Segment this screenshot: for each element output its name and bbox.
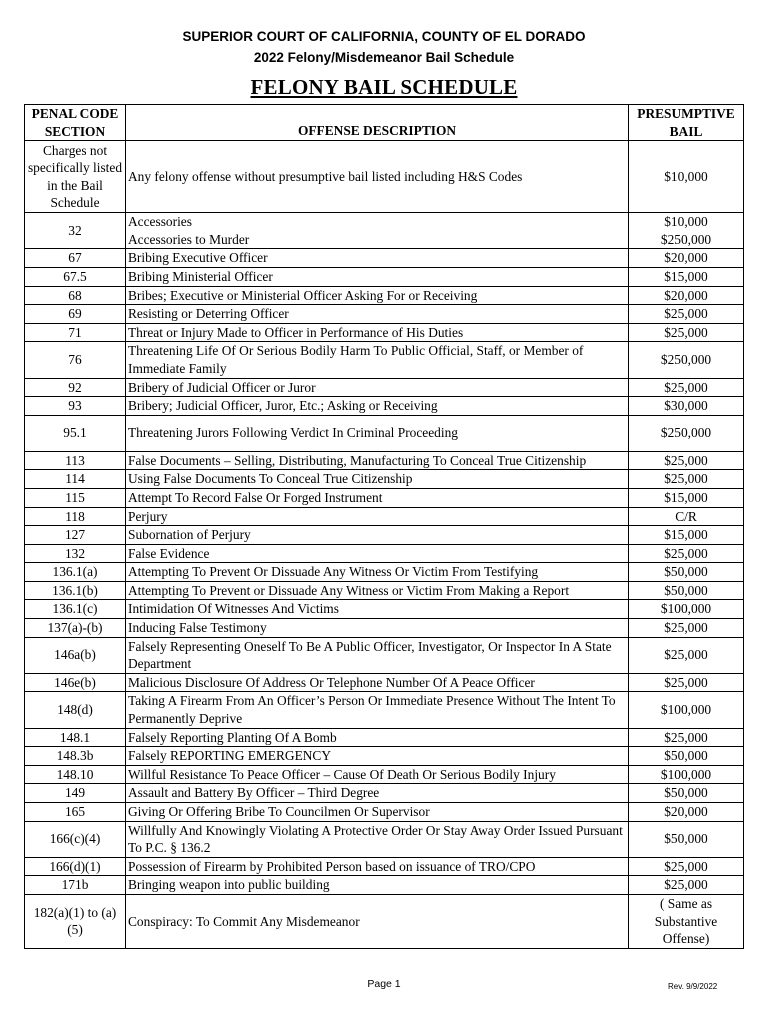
offense-description-cell: Bribery; Judicial Officer, Juror, Etc.; Asking or Receiving <box>126 397 629 416</box>
offense-description-cell: Bribing Executive Officer <box>126 249 629 268</box>
table-row <box>25 507 744 526</box>
offense-description-cell: Assault and Battery By Officer – Third Degree <box>126 784 629 803</box>
penal-code-cell: 136.1(c) <box>25 600 126 619</box>
presumptive-bail-cell: $250,000 <box>629 342 744 378</box>
presumptive-bail-cell: $20,000 <box>629 286 744 305</box>
offense-description-cell <box>126 213 629 249</box>
table-row <box>25 305 744 324</box>
presumptive-bail-cell: $25,000 <box>629 451 744 470</box>
penal-code-cell: 148(d) <box>25 692 126 728</box>
table-row <box>25 637 744 673</box>
presumptive-bail-cell: $25,000 <box>629 673 744 692</box>
penal-code-cell: 148.3b <box>25 747 126 766</box>
offense-description-cell: False Evidence <box>126 544 629 563</box>
penal-code-cell: 182(a)(1) to (a)(5) <box>25 894 126 948</box>
penal-code-cell: 166(d)(1) <box>25 857 126 876</box>
offense-description-cell: Bribes; Executive or Ministerial Officer Asking For or Receiving <box>126 286 629 305</box>
table-row <box>25 894 744 948</box>
presumptive-bail-cell: $20,000 <box>629 803 744 822</box>
court-name: SUPERIOR COURT OF CALIFORNIA, COUNTY OF EL DORADO <box>182 29 586 44</box>
table-row <box>25 397 744 416</box>
table-row <box>25 765 744 784</box>
presumptive-bail-cell: $25,000 <box>629 378 744 397</box>
table-row <box>25 249 744 268</box>
offense-description-cell: Intimidation Of Witnesses And Victims <box>126 600 629 619</box>
penal-code-cell: 114 <box>25 470 126 489</box>
penal-code-cell: 32 <box>25 213 126 249</box>
table-row <box>25 600 744 619</box>
presumptive-bail-cell: $50,000 <box>629 581 744 600</box>
presumptive-bail-cell: $100,000 <box>629 692 744 728</box>
presumptive-bail-cell: $15,000 <box>629 526 744 545</box>
penal-code-cell: 67.5 <box>25 267 126 286</box>
penal-code-cell: 92 <box>25 378 126 397</box>
penal-code-cell: 95.1 <box>25 415 126 451</box>
penal-code-cell: 136.1(a) <box>25 563 126 582</box>
presumptive-bail-cell: $25,000 <box>629 544 744 563</box>
offense-description-cell: Perjury <box>126 507 629 526</box>
table-row <box>25 267 744 286</box>
offense-description-cell: Using False Documents To Conceal True Citizenship <box>126 470 629 489</box>
schedule-name: 2022 Felony/Misdemeanor Bail Schedule <box>253 50 515 65</box>
penal-code-cell: 146a(b) <box>25 637 126 673</box>
presumptive-bail-cell: $30,000 <box>629 397 744 416</box>
header-penal-code: PENAL CODE SECTION <box>25 105 126 141</box>
presumptive-bail-cell: $100,000 <box>629 600 744 619</box>
offense-description-cell: Malicious Disclosure Of Address Or Telephone Number Of A Peace Officer <box>126 673 629 692</box>
table-row <box>25 451 744 470</box>
penal-code-cell: 137(a)-(b) <box>25 619 126 638</box>
table-row <box>25 857 744 876</box>
table-row <box>25 784 744 803</box>
page-number: Page 1 <box>367 978 401 990</box>
presumptive-bail-cell: $50,000 <box>629 563 744 582</box>
table-row <box>25 470 744 489</box>
penal-code-cell: 127 <box>25 526 126 545</box>
presumptive-bail-cell: $25,000 <box>629 637 744 673</box>
offense-description-line: Accessories to Murder <box>128 231 250 247</box>
page-title: FELONY BAIL SCHEDULE <box>250 75 518 99</box>
presumptive-bail-cell: ( Same as Substantive Offense) <box>629 894 744 948</box>
table-row <box>25 692 744 728</box>
penal-code-cell: 166(c)(4) <box>25 821 126 857</box>
offense-description-cell: Threatening Jurors Following Verdict In Criminal Proceeding <box>126 415 629 451</box>
offense-description-cell: Bribery of Judicial Officer or Juror <box>126 378 629 397</box>
offense-description-cell: Bringing weapon into public building <box>126 876 629 895</box>
table-row <box>25 876 744 895</box>
penal-code-cell: 71 <box>25 323 126 342</box>
offense-description-cell: Falsely Reporting Planting Of A Bomb <box>126 728 629 747</box>
presumptive-bail-cell: $10,000 <box>629 141 744 213</box>
presumptive-bail-cell: $25,000 <box>629 857 744 876</box>
penal-code-cell: 148.1 <box>25 728 126 747</box>
presumptive-bail-cell: $25,000 <box>629 470 744 489</box>
table-row <box>25 619 744 638</box>
penal-code-cell: 67 <box>25 249 126 268</box>
offense-description-cell: Any felony offense without presumptive bail listed including H&S Codes <box>126 141 629 213</box>
table-body <box>25 141 744 949</box>
presumptive-bail-cell: $20,000 <box>629 249 744 268</box>
penal-code-cell: 115 <box>25 488 126 507</box>
offense-description-cell: Threat or Injury Made to Officer in Performance of His Duties <box>126 323 629 342</box>
table-row <box>25 526 744 545</box>
offense-description-cell: False Documents – Selling, Distributing, Manufacturing To Conceal True Citizenship <box>126 451 629 470</box>
penal-code-cell: 148.10 <box>25 765 126 784</box>
presumptive-bail-cell: $100,000 <box>629 765 744 784</box>
offense-description-cell: Willfully And Knowingly Violating A Protective Order Or Stay Away Order Issued Pursuant To P.C. § 136.2 <box>126 821 629 857</box>
offense-description-cell: Taking A Firearm From An Officer’s Person Or Immediate Presence Without The Intent To Permanently Deprive <box>126 692 629 728</box>
penal-code-cell: 165 <box>25 803 126 822</box>
presumptive-bail-cell <box>629 213 744 249</box>
offense-description-cell: Conspiracy: To Commit Any Misdemeanor <box>126 894 629 948</box>
bail-amount-line: $250,000 <box>660 231 712 247</box>
offense-description-cell: Possession of Firearm by Prohibited Person based on issuance of TRO/CPO <box>126 857 629 876</box>
presumptive-bail-cell: $15,000 <box>629 488 744 507</box>
offense-description-cell: Giving Or Offering Bribe To Councilmen Or Supervisor <box>126 803 629 822</box>
table-row <box>25 821 744 857</box>
table-row <box>25 415 744 451</box>
table-row <box>25 141 744 213</box>
table-row <box>25 563 744 582</box>
presumptive-bail-cell: $250,000 <box>629 415 744 451</box>
table-row <box>25 286 744 305</box>
presumptive-bail-cell: $50,000 <box>629 784 744 803</box>
offense-description-cell: Attempt To Record False Or Forged Instrument <box>126 488 629 507</box>
offense-description-line: Accessories <box>128 214 192 230</box>
offense-description-cell: Subornation of Perjury <box>126 526 629 545</box>
presumptive-bail-cell: $25,000 <box>629 876 744 895</box>
offense-description-cell: Attempting To Prevent Or Dissuade Any Witness Or Victim From Testifying <box>126 563 629 582</box>
table-row <box>25 544 744 563</box>
revision-date: Rev. 9/9/2022 <box>668 982 718 991</box>
table-row <box>25 378 744 397</box>
table-row <box>25 747 744 766</box>
table-row <box>25 673 744 692</box>
presumptive-bail-cell: $25,000 <box>629 323 744 342</box>
presumptive-bail-cell: $25,000 <box>629 619 744 638</box>
penal-code-cell: 76 <box>25 342 126 378</box>
presumptive-bail-cell: $50,000 <box>629 821 744 857</box>
presumptive-bail-cell: C/R <box>629 507 744 526</box>
bail-schedule-table <box>24 104 744 949</box>
table-row <box>25 803 744 822</box>
offense-description-cell: Falsely REPORTING EMERGENCY <box>126 747 629 766</box>
presumptive-bail-cell: $15,000 <box>629 267 744 286</box>
table-row <box>25 213 744 249</box>
penal-code-cell: 171b <box>25 876 126 895</box>
header-offense-description: OFFENSE DESCRIPTION <box>126 105 629 141</box>
header-presumptive-bail: PRESUMPTIVE BAIL <box>629 105 744 141</box>
penal-code-cell: 146e(b) <box>25 673 126 692</box>
table-header-row <box>25 105 744 141</box>
offense-description-cell: Inducing False Testimony <box>126 619 629 638</box>
offense-description-cell: Falsely Representing Oneself To Be A Public Officer, Investigator, Or Inspector In A State Department <box>126 637 629 673</box>
table-row <box>25 488 744 507</box>
offense-description-cell: Resisting or Deterring Officer <box>126 305 629 324</box>
presumptive-bail-cell: $25,000 <box>629 305 744 324</box>
presumptive-bail-cell: $25,000 <box>629 728 744 747</box>
table-row <box>25 581 744 600</box>
offense-description-cell: Bribing Ministerial Officer <box>126 267 629 286</box>
offense-description-cell: Attempting To Prevent or Dissuade Any Witness or Victim From Making a Report <box>126 581 629 600</box>
penal-code-cell: Charges not specifically listed in the Bail Schedule <box>25 141 126 213</box>
penal-code-cell: 69 <box>25 305 126 324</box>
penal-code-cell: 93 <box>25 397 126 416</box>
penal-code-cell: 113 <box>25 451 126 470</box>
bail-amount-line: $10,000 <box>664 214 708 230</box>
penal-code-cell: 149 <box>25 784 126 803</box>
table-row <box>25 728 744 747</box>
penal-code-cell: 136.1(b) <box>25 581 126 600</box>
penal-code-cell: 132 <box>25 544 126 563</box>
offense-description-cell: Threatening Life Of Or Serious Bodily Harm To Public Official, Staff, or Member of Immediate Family <box>126 342 629 378</box>
table-row <box>25 342 744 378</box>
penal-code-cell: 68 <box>25 286 126 305</box>
table-row <box>25 323 744 342</box>
offense-description-cell: Willful Resistance To Peace Officer – Cause Of Death Or Serious Bodily Injury <box>126 765 629 784</box>
presumptive-bail-cell: $50,000 <box>629 747 744 766</box>
penal-code-cell: 118 <box>25 507 126 526</box>
